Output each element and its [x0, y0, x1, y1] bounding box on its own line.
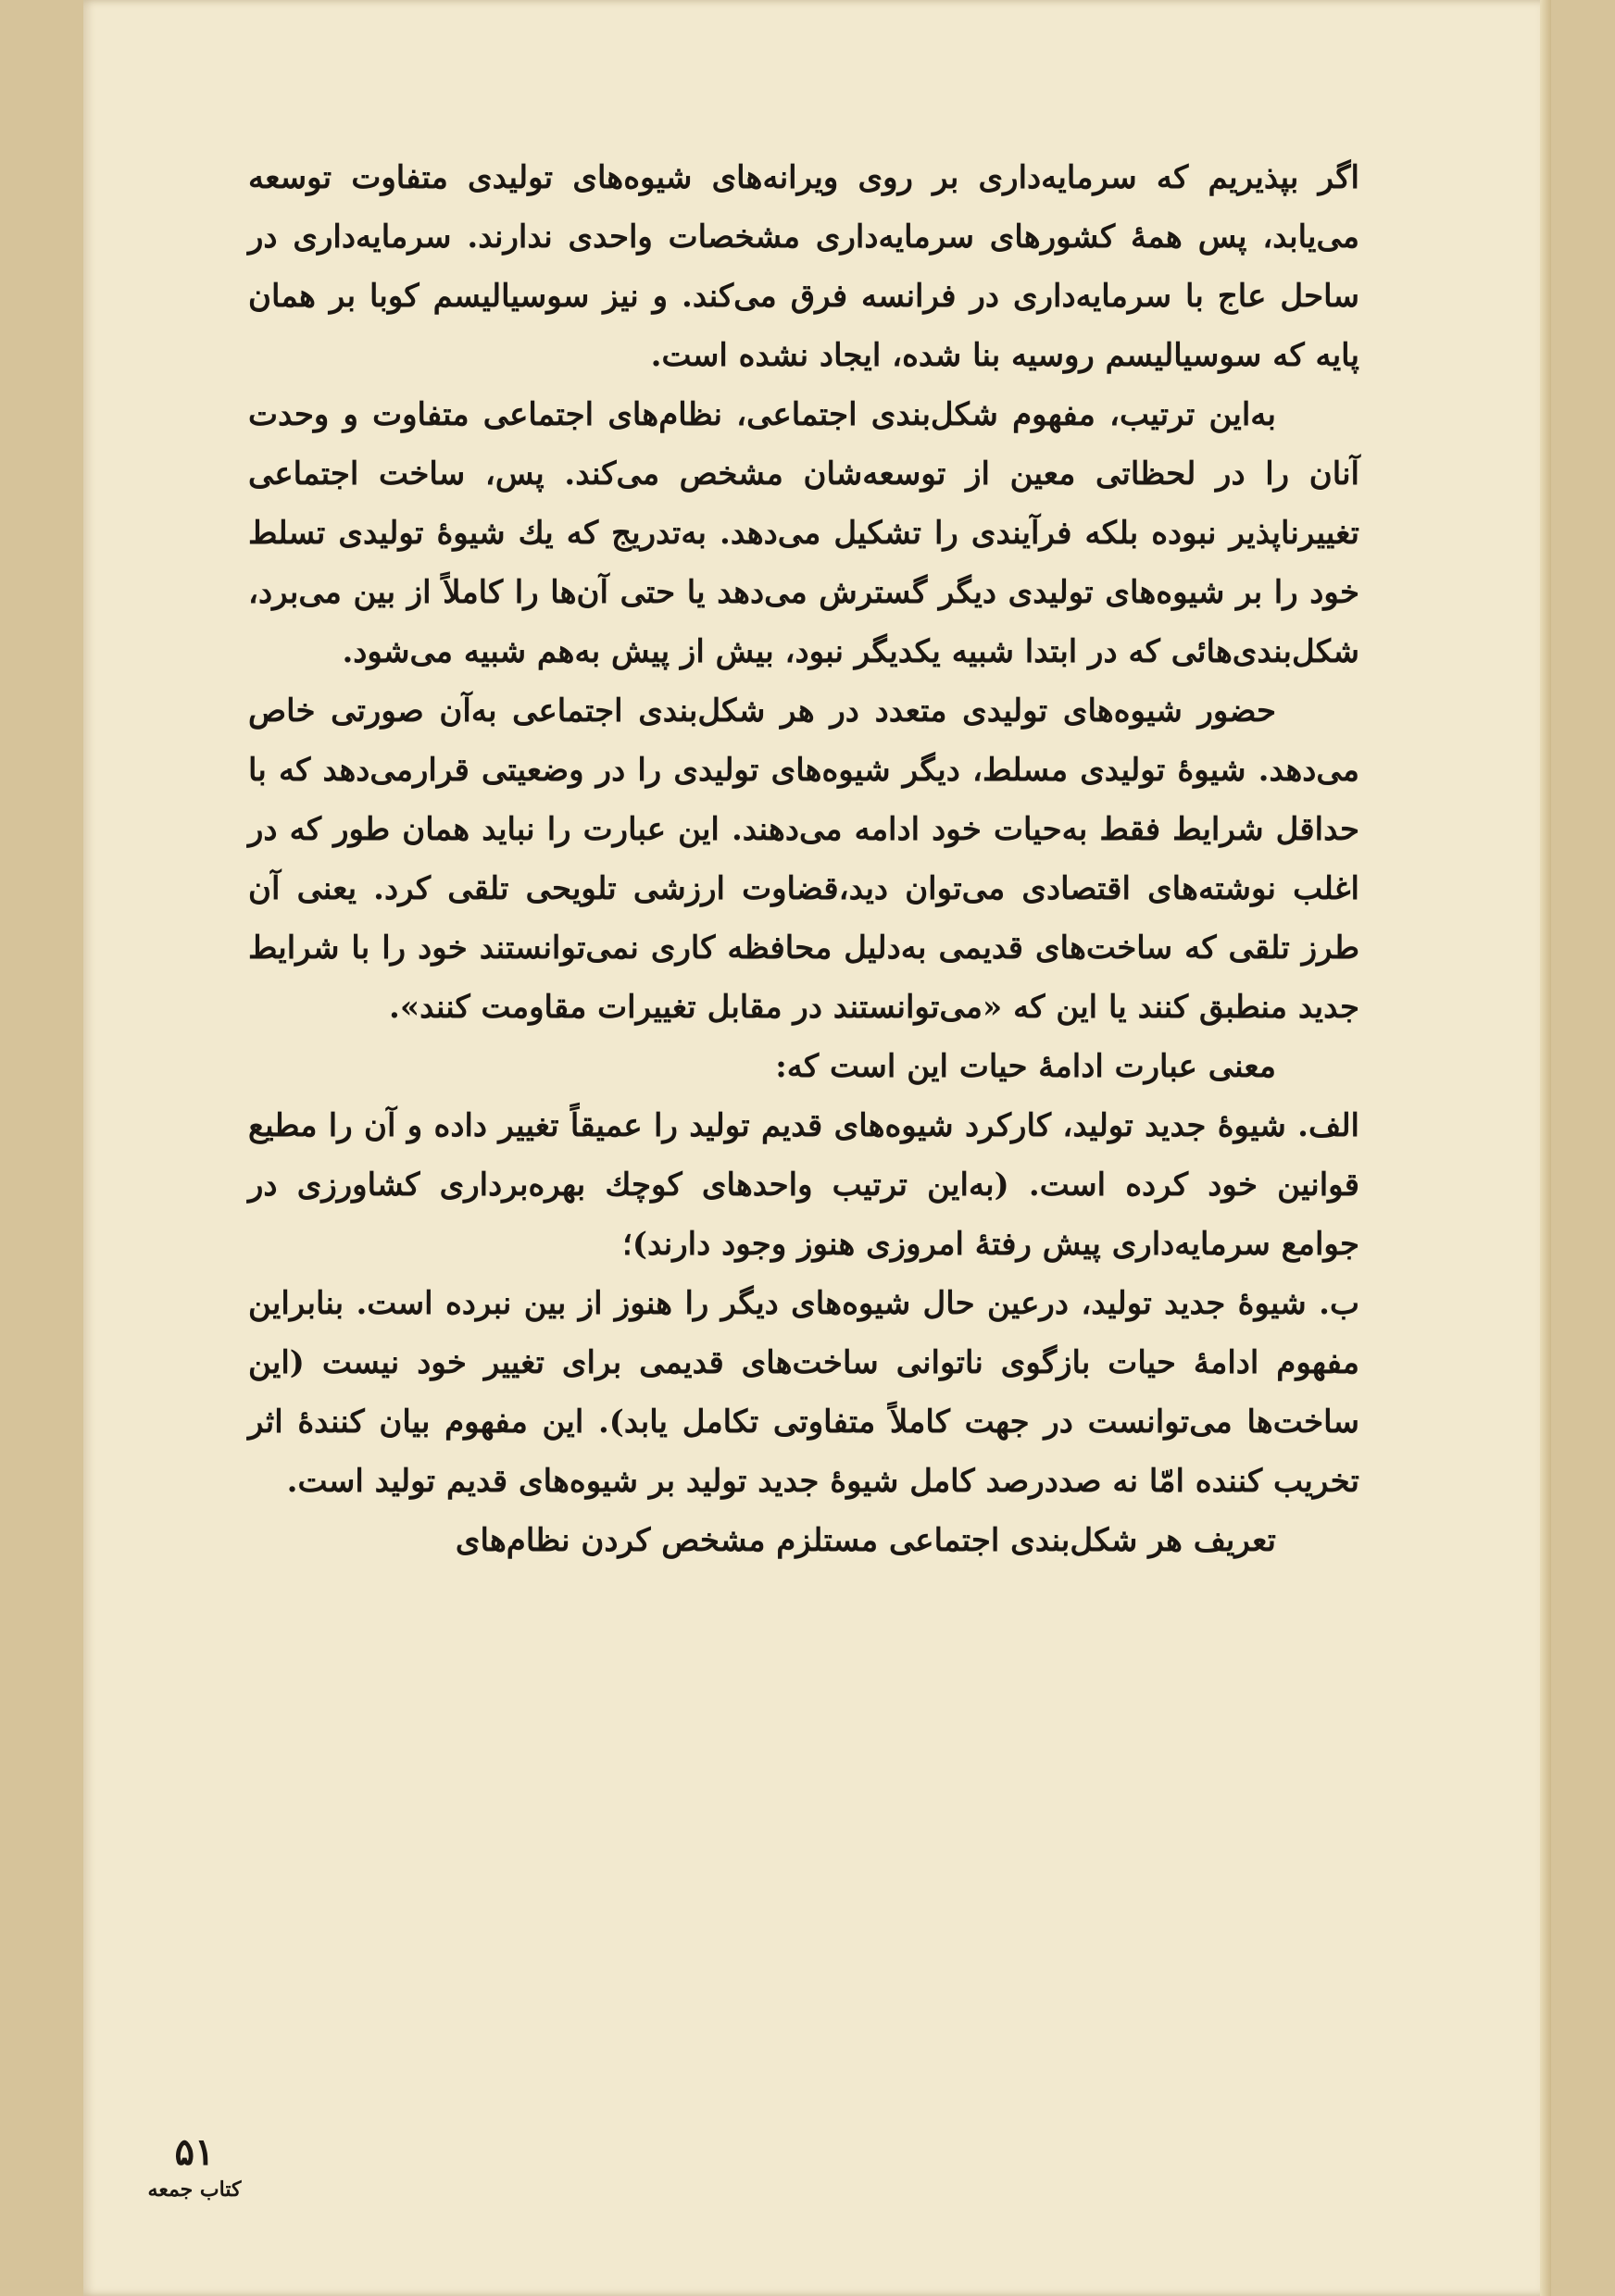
paragraph-last: تعریف هر شکل‌بندی اجتماعی مستلزم مشخص کردن نظام‌های: [455, 1522, 1276, 1559]
paragraph-4: معنی عبارت ادامهٔ حیات این است که:: [775, 1048, 1276, 1085]
list-item-alef: الف. شیوهٔ جدید تولید، کارکرد شیوه‌های قدیم تولید را عمیقاً تغییر داده و آن را مطیع قوانین خود کرده است. (به‌این ترتیب واحدهای کوچك بهره‌برداری کشاورزی در جوامع سرمایه‌داری پیش رفتهٔ امروزی هنوز وجود دارند)؛: [248, 1107, 1359, 1263]
body-text: [248, 148, 1359, 1570]
list-item-be: ب. شیوهٔ جدید تولید، درعین حال شیوه‌های دیگر را هنوز از بین نبرده است. بنابراین مفهوم ادامهٔ حیات بازگوی ناتوانی ساخت‌های قدیمی برای تغییر خود نیست (این ساخت‌ها می‌توانست در جهت کاملاً متفاوتی تکامل یابد). این مفهوم بیان کنندهٔ اثر تخریب کننده امّا نه صددرصد کامل شیوهٔ جدید تولید بر شیوه‌های قدیم تولید است.: [248, 1285, 1359, 1500]
paragraph-3: حضور شیوه‌های تولیدی متعدد در هر شکل‌بندی اجتماعی به‌آن صورتی خاص می‌دهد. شیوهٔ تولیدی مسلط، دیگر شیوه‌های تولیدی را در وضعیتی قرارمی‌دهد که با حداقل شرایط فقط به‌حیات خود ادامه می‌دهند. این عبارت را نباید همان طور که در اغلب نوشته‌های اقتصادی می‌توان دید،قضاوت ارزشی تلویحی تلقی کرد. یعنی آن طرز تلقی که ساخت‌های قدیمی به‌دلیل محافظه کاری نمی‌توانستند خود را با شرایط جدید منطبق کنند یا این که «می‌توانستند در مقابل تغییرات مقاومت کنند».: [248, 693, 1359, 1026]
paragraph-1: اگر بپذیریم که سرمایه‌داری بر روی ویرانه‌های شیوه‌های تولیدی متفاوت توسعه می‌یابد، پس همهٔ کشورهای سرمایه‌داری مشخصات واحدی ندارند. سرمایه‌داری در ساحل عاج با سرمایه‌داری در فرانسه فرق می‌کند. و نیز سوسیالیسم کوبا بر همان پایه که سوسیالیسم روسیه بنا شده، ایجاد نشده است.: [248, 159, 1359, 374]
page-number: ۵۱: [174, 2130, 215, 2174]
running-title: کتاب جمعه: [147, 2177, 242, 2202]
page-edge-shadow: [1540, 0, 1551, 2296]
paragraph-2: به‌این ترتیب، مفهوم شکل‌بندی اجتماعی، نظام‌های اجتماعی متفاوت و وحدت آنان را در لحظاتی معین از توسعه‌شان مشخص می‌کند. پس، ساخت اجتماعی تغییرناپذیر نبوده بلکه فرآیندی را تشکیل می‌دهد. به‌تدریج که یك شیوهٔ تولیدی تسلط خود را بر شیوه‌های تولیدی دیگر گسترش می‌دهد یا حتی آن‌ها را کاملاً از بین می‌برد، شکل‌بندی‌هائی که در ابتدا شبیه یکدیگر نبود، بیش از پیش به‌هم شبیه می‌شود.: [248, 396, 1359, 670]
page-footer: [120, 2129, 269, 2203]
